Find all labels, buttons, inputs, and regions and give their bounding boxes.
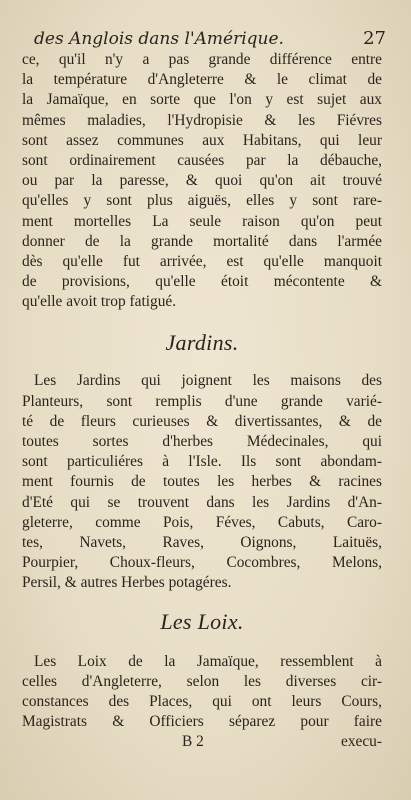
paragraph-climate — [22, 50, 382, 312]
text-line: de provisions, qu'elle étoit mécontente & — [22, 273, 382, 291]
text-line: ment mortelles La seule raison qu'on peut — [22, 212, 382, 230]
text-line: Les Loix de la Jamaïque, ressemblent à — [34, 652, 382, 670]
text-line: sont particuliéres à l'Isle. Ils sont abondam- — [22, 453, 382, 471]
text-line: dès qu'elle fut arrivée, est qu'elle manquoit — [22, 252, 382, 270]
text-line: la température d'Angleterre & le climat de — [22, 71, 382, 89]
text-line: ment fournis de toutes les herbes & racines — [22, 473, 382, 491]
catchword: execu- — [340, 733, 382, 751]
text-line: té de fleurs curieuses & divertissantes, & de — [22, 412, 382, 430]
text-line: Planteurs, sont remplis d'une grande varié- — [22, 392, 382, 410]
text-line: d'Eté qui se trouvent dans les Jardins d'An- — [22, 493, 382, 511]
page-body — [22, 50, 382, 752]
paragraph-jardins — [22, 371, 382, 593]
text-line: qu'elle avoit trop fatigué. — [22, 293, 177, 311]
signature-mark: B 2 — [182, 733, 204, 751]
paragraph-loix — [22, 652, 382, 733]
text-line: sont assez communes aux Habitans, qui leur — [22, 131, 382, 149]
text-line: Persil, & autres Herbes potagéres. — [22, 574, 232, 592]
text-line: la Jamaïque, en sorte que l'on y est sujet aux — [22, 91, 382, 109]
text-line: mêmes maladies, l'Hydropisie & les Fiévres — [22, 111, 382, 129]
page-header — [34, 28, 386, 50]
section-heading-loix: Les Loix. — [160, 608, 244, 634]
text-line: celles d'Angleterre, selon les diverses cir- — [22, 672, 382, 690]
text-line: Les Jardins qui joignent les maisons des — [34, 372, 382, 390]
text-line: Magistrats & Officiers séparez pour faire — [22, 713, 382, 731]
text-line: qu'elles y sont plus aiguës, elles y sont rare- — [22, 192, 382, 210]
page-footer — [22, 732, 382, 752]
text-line: ou par la paresse, & quoi qu'on ait trouvé — [22, 172, 382, 190]
text-line: sont ordinairement causées par la débauche, — [22, 151, 382, 169]
page-number: 27 — [363, 28, 386, 49]
text-line: Pourpier, Choux-fleurs, Cocombres, Melons, — [22, 554, 382, 572]
text-line: toutes sortes d'herbes Médecinales, qui — [22, 433, 382, 450]
text-line: gleterre, comme Pois, Féves, Cabuts, Caro- — [22, 513, 382, 531]
text-line: constances des Places, qui ont leurs Cours, — [22, 692, 382, 710]
text-line: tes, Navets, Raves, Oignons, Laituës, — [22, 533, 382, 551]
text-line: ce, qu'il n'y a pas grande différence entre — [22, 51, 382, 68]
section-heading-jardins: Jardins. — [165, 330, 239, 356]
text-line: donner de la grande mortalité dans l'armée — [22, 232, 382, 250]
running-title: des Anglois dans l'Amérique. — [34, 29, 284, 49]
